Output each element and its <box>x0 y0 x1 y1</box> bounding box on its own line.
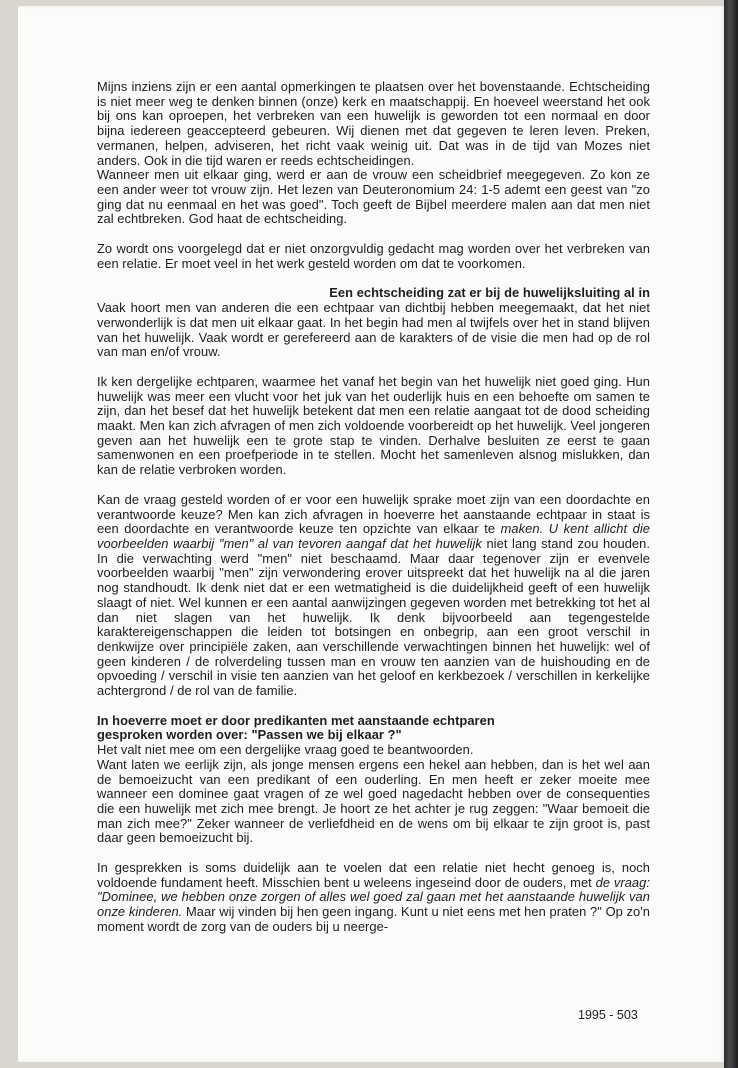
paragraph: Het valt niet mee om een dergelijke vraag goed te beantwoorden. <box>97 742 474 758</box>
text-run: Maar wij vinden bij hen geen ingang. Kunt u niet eens met hen praten ?" Op zo'n moment wordt de zorg van de ouders bij u neerge- <box>97 904 651 934</box>
section-heading: Een echtscheiding zat er bij de huwelijksluiting al in <box>329 285 650 301</box>
section-heading: In hoeverre moet er door predikanten met aanstaande echtparen <box>97 712 495 728</box>
paragraph: Mijns inziens zijn er een aantal opmerkingen te plaatsen over het bovenstaande. Echtscheiding is niet meer weg te denken binnen (onze) kerk en maatschappij. En hoeveel weerstand het ook bij ons kan oproepen, het verbreken van een huwelijk is geworden tot een normaal en door bijna iedereen geaccepteerd gebeuren. Wij dienen met dat gegeven te leren leven. Preken, vermanen, helpen, adviseren, het richt vaak weinig uit. Dat was in de tijd van Mozes niet anders. Ook in die tijd waren er reeds echtscheidingen. <box>97 79 650 168</box>
section-heading-continued: gesproken worden over: "Passen we bij elkaar ?" <box>97 727 402 743</box>
book-spine <box>724 0 738 1068</box>
text-run: In gesprekken is soms duidelijk aan te voelen dat een relatie niet hecht genoeg is, noch voldoende fundament heeft. Misschien bent u weleens ingeseind door de ouders, met <box>97 860 650 890</box>
document-page <box>18 6 724 1062</box>
paragraph: Ik ken dergelijke echtparen, waarmee het vanaf het begin van het huwelijk niet goed ging. Hun huwelijk was meer een vlucht voor het juk van het ouderlijk huis en een behoefte om samen te zijn, dan het besef dat het huwelijk betekent dat men een relatie aangaat tot de dood scheiding maakt. Men kan zich afvragen of men zich voldoende voorbereidt op het huwelijk. Veel jongeren geven aan het huwelijk een te grote stap te vinden. Derhalve besluiten ze eerst te gaan samenwonen en een proefperiode in te stellen. Mocht het samenleven alsnog mislukken, dan kan de relatie verbroken worden. <box>97 373 650 478</box>
paragraph <box>97 493 650 699</box>
paragraph: Zo wordt ons voorgelegd dat er niet onzorgvuldig gedacht mag worden over het verbreken van een relatie. Er moet veel in het werk gesteld worden om dat te voorkomen. <box>97 241 650 271</box>
page-number: 1995 - 503 <box>578 1008 638 1022</box>
paragraph: Want laten we eerlijk zijn, als jonge mensen ergens een hekel aan hebben, dan is het wel aan de bemoeizucht van een predikant of een ouderling. En men heeft er zeker moeite mee wanneer een dominee gaat vragen of ze wel goed nagedacht hebben over de consequenties die een huwelijk met zich mee brengt. Je hoort ze het achter je rug zeggen: "Waar bemoeit die man zich mee?" Zeker wanneer de verliefdheid en de wens om bij elkaar te zijn groot is, past daar geen bemoeizucht bij. <box>97 756 650 846</box>
text-run: Kan de vraag gesteld worden of er voor een huwelijk sprake moet zijn van een doordachte en verantwoorde keuze? Men kan zich afvragen in hoeverre het aanstaande echtpaar in staat is een doordachte en verantwoorde keuze ten opzichte van elkaar te <box>97 491 650 537</box>
text-run: niet lang stand zou houden. In die verwachting werd "men" niet beschaamd. Maar daar tegenover zijn er evenvele voorbeelden waarbij "men" zijn verwondering erover uitspreekt dat het huwelijk na al die jaren nog standhoudt. Ik denk niet dat er een wetmatigheid is die duidelijkheid geeft of een huwelijk slaagt of niet. Wel kunnen er een aantal aanwijzingen gegeven worden met betrekking tot het al dan niet slagen van het huwelijk. Ik denk bijvoorbeeld aan tegengestelde karaktereigenschappen die leiden tot botsingen en onbegrip, aan een groot verschil in denkwijze over principiële zaken, aan verschillende verwachtingen binnen het huwelijk: wel of geen kinderen / de rolverdeling tussen man en vrouw ten aanzien van de huishouding en de opvoeding / verschil in visie ten aanzien van het geloof en kerkbezoek / verschillen in kerkelijke achtergrond / de rol van de familie. <box>97 535 650 699</box>
paragraph <box>97 861 650 935</box>
paragraph: Vaak hoort men van anderen die een echtpaar van dichtbij hebben meegemaakt, dat het niet verwonderlijk is dat men uit elkaar gaat. In het begin had men al twijfels over het in stand blijven van het huwelijk. Vaak wordt er gerefereerd aan de karakters of de visie die men had op de rol van man en/of vrouw. <box>97 300 650 360</box>
page-body <box>97 80 650 935</box>
italic-text: maken. U kent allicht die voorbeelden waarbij "men" al van tevoren aangaf dat het huwelijk <box>97 521 650 551</box>
italic-text: de vraag: "Dominee, we hebben onze zorgen of alles wel goed zal gaan met het aanstaande huwelijk van onze kinderen. <box>97 874 650 920</box>
paragraph: Wanneer men uit elkaar ging, werd er aan de vrouw een scheidbrief meegegeven. Zo kon ze een ander weer tot vrouw zijn. Het lezen van Deuteronomium 24: 1-5 ademt een geest van "zo ging dat nu eenmaal en het was goed". Toch geeft de Bijbel meerdere malen aan dat men niet zal echtbreken. God haat de echtscheiding. <box>97 167 650 227</box>
